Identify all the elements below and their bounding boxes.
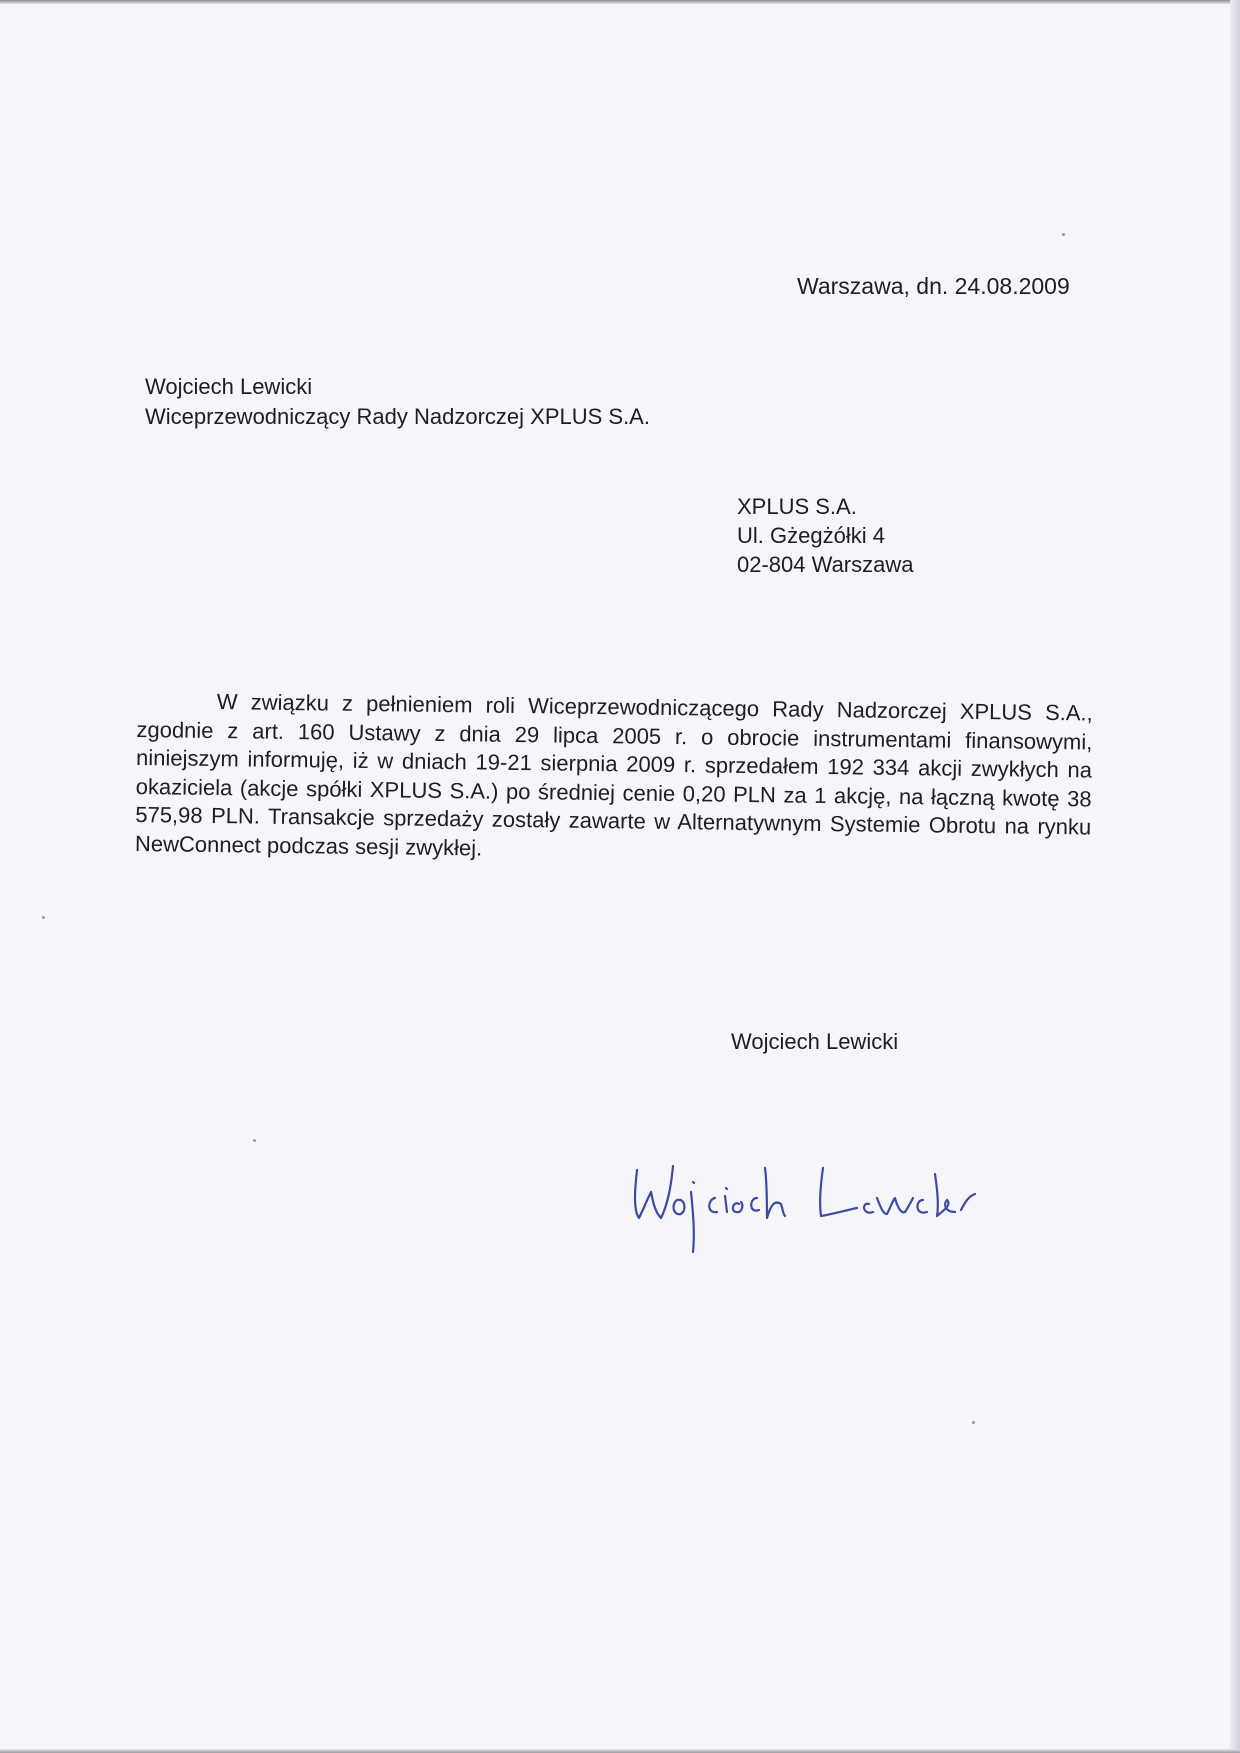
scan-edge-top xyxy=(0,0,1240,4)
scan-speck xyxy=(42,916,45,919)
recipient-address xyxy=(737,492,913,579)
signature-stroke-ciech xyxy=(709,1168,785,1218)
sender-name: Wojciech Lewicki xyxy=(145,374,313,399)
sender-block xyxy=(145,372,650,432)
recipient-company: XPLUS S.A. xyxy=(737,494,857,519)
scan-speck xyxy=(253,1139,256,1142)
sender-position: Wiceprzewodniczący Rady Nadzorczej XPLUS S.A. xyxy=(145,404,650,429)
signer-name: Wojciech Lewicki xyxy=(731,1029,899,1054)
recipient-city: 02-804 Warszawa xyxy=(737,552,914,577)
scan-speck xyxy=(1062,233,1065,236)
signature-stroke-ewicki xyxy=(864,1174,975,1216)
recipient-street: Ul. Gżegżółki 4 xyxy=(737,523,885,548)
handwritten-signature xyxy=(625,1148,1045,1258)
signature-stroke-w xyxy=(635,1166,673,1218)
signature-stroke-oj xyxy=(674,1182,694,1252)
place-and-date: Warszawa, dn. 24.08.2009 xyxy=(797,273,1070,299)
body-paragraph: W związku z pełnieniem roli Wiceprzewodniczącego Rady Nadzorczej XPLUS S.A., zgodnie z art. 160 Ustawy z dnia 29 lipca 2005 r. o obrocie instrumentami finansowymi, niniejszym informuję, iż w dniach 19-21 sierpnia 2009 r. sprzedałem 192 334 akcji zwykłych na okaziciela (akcje spółki XPLUS S.A.) po średniej cenie 0,20 PLN za 1 akcję, na łączną kwotę 38 575,98 PLN. Transakcje sprzedaży zostały zawarte w Alternatywnym Systemie Obrotu na rynku NewConnect podczas sesji zwykłej. xyxy=(134,689,1093,861)
scan-edge-right xyxy=(1230,0,1240,1753)
scan-edge-bottom xyxy=(0,1749,1240,1753)
scan-speck xyxy=(972,1421,975,1424)
signature-stroke-l xyxy=(820,1168,857,1216)
letter-body xyxy=(135,687,1093,870)
